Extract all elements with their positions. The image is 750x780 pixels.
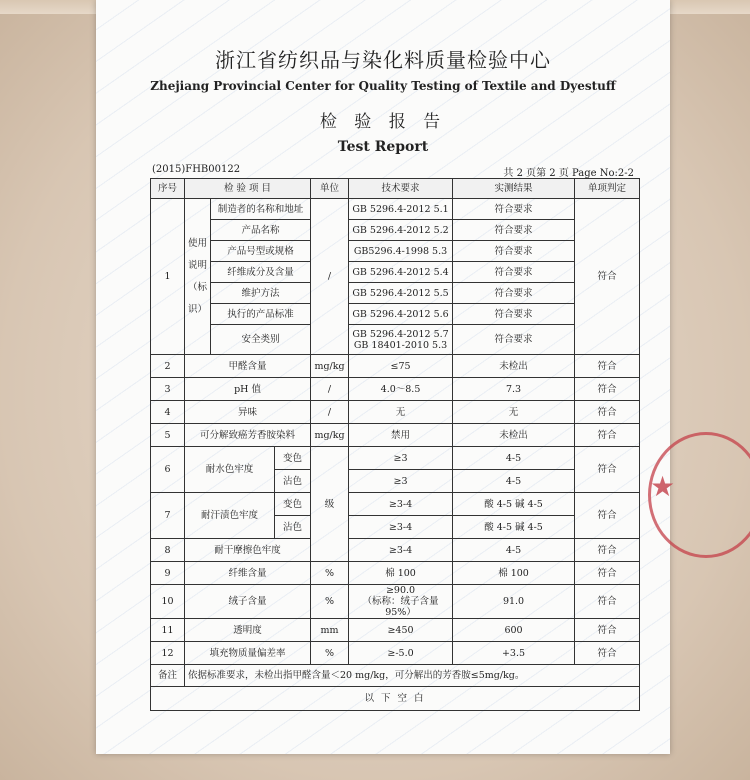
col-header-unit: 单位 — [311, 179, 349, 199]
col-header-item: 检 验 项 目 — [185, 179, 311, 199]
verdict: 符合 — [575, 562, 640, 585]
notes-row — [151, 665, 640, 687]
requirement: GB 5296.4-2012 5.5 — [349, 283, 453, 304]
table-row — [151, 619, 640, 642]
table-row — [151, 424, 640, 447]
requirement: ≥-5.0 — [349, 642, 453, 665]
notes-label: 备注 — [151, 665, 185, 687]
requirement: 棉 100 — [349, 562, 453, 585]
table-row — [151, 539, 640, 562]
row-no: 12 — [151, 642, 185, 665]
unit-cell: mm — [311, 619, 349, 642]
result: 未检出 — [453, 424, 575, 447]
requirement: ≥450 — [349, 619, 453, 642]
page-number: 共 2 页第 2 页 Page No:2-2 — [503, 168, 634, 179]
requirement: GB 5296.4-2012 5.1 — [349, 199, 453, 220]
requirement: GB5296.4-1998 5.3 — [349, 241, 453, 262]
result: 酸 4-5 碱 4-5 — [453, 493, 575, 516]
verdict: 符合 — [575, 642, 640, 665]
row-no: 10 — [151, 585, 185, 619]
unit-cell: / — [311, 401, 349, 424]
report-sheet — [96, 0, 670, 754]
document-number: (2015)FHB00122 — [152, 164, 241, 175]
row-no: 1 — [151, 199, 185, 355]
result: 酸 4-5 碱 4-5 — [453, 516, 575, 539]
result: 未检出 — [453, 355, 575, 378]
unit-cell: / — [311, 378, 349, 401]
sub-item: 变色 — [275, 493, 311, 516]
item-name: 异味 — [185, 401, 311, 424]
col-header-result: 实测结果 — [453, 179, 575, 199]
result: 符合要求 — [453, 325, 575, 355]
item-name: 耐水色牢度 — [185, 447, 275, 493]
verdict: 符合 — [575, 199, 640, 355]
result: 600 — [453, 619, 575, 642]
item-name: 耐汗渍色牢度 — [185, 493, 275, 539]
requirement: GB 5296.4-2012 5.2 — [349, 220, 453, 241]
result: 4-5 — [453, 539, 575, 562]
requirement-line: ≥90.0 — [385, 585, 416, 596]
report-title-en: Test Report — [337, 139, 429, 155]
unit-cell: / — [311, 199, 349, 355]
verdict: 符合 — [575, 585, 640, 619]
requirement: ≥3-4 — [349, 493, 453, 516]
verdict: 符合 — [575, 619, 640, 642]
result: 4-5 — [453, 470, 575, 493]
requirement-line: GB 5296.4-2012 5.7 — [352, 328, 449, 340]
blank-marker: 以 下 空 白 — [151, 687, 640, 711]
result: 7.3 — [453, 378, 575, 401]
unit-cell: mg/kg — [311, 355, 349, 378]
row-no: 4 — [151, 401, 185, 424]
requirement: GB 5296.4-2012 5.4 — [349, 262, 453, 283]
result: 符合要求 — [453, 304, 575, 325]
result: 4-5 — [453, 447, 575, 470]
item-name: 纤维含量 — [185, 562, 311, 585]
item-name: 执行的产品标准 — [211, 304, 311, 325]
row-no: 2 — [151, 355, 185, 378]
requirement: 无 — [349, 401, 453, 424]
table-row — [151, 283, 640, 304]
table-row — [151, 642, 640, 665]
result: +3.5 — [453, 642, 575, 665]
table-row — [151, 378, 640, 401]
requirement: 4.0～8.5 — [349, 378, 453, 401]
row-no: 6 — [151, 447, 185, 493]
table-row — [151, 220, 640, 241]
center-title-en: Zhejiang Provincial Center for Quality Testing of Textile and Dyestuff — [150, 79, 616, 93]
item-name: 甲醛含量 — [185, 355, 311, 378]
result: 棉 100 — [453, 562, 575, 585]
verdict: 符合 — [575, 539, 640, 562]
unit-cell: % — [311, 562, 349, 585]
item-name: 透明度 — [185, 619, 311, 642]
item-name: 维护方法 — [211, 283, 311, 304]
table-row — [151, 562, 640, 585]
table-row — [151, 355, 640, 378]
col-header-verdict: 单项判定 — [575, 179, 640, 199]
requirement: ≥3-4 — [349, 539, 453, 562]
table-row — [151, 585, 640, 619]
item-name: 安全类别 — [211, 325, 311, 355]
table-header-row — [151, 179, 640, 199]
result: 符合要求 — [453, 262, 575, 283]
unit-cell: % — [311, 585, 349, 619]
verdict: 符合 — [575, 447, 640, 493]
verdict: 符合 — [575, 424, 640, 447]
table-row — [151, 262, 640, 283]
verdict: 符合 — [575, 401, 640, 424]
table-row — [151, 325, 640, 355]
result: 91.0 — [453, 585, 575, 619]
table-row — [151, 304, 640, 325]
result: 符合要求 — [453, 283, 575, 304]
requirement-line: GB 18401-2010 5.3 — [353, 339, 448, 351]
row-no: 9 — [151, 562, 185, 585]
row-no: 7 — [151, 493, 185, 539]
requirement: GB 5296.4-2012 5.6 — [349, 304, 453, 325]
requirement — [349, 325, 453, 355]
row-no: 11 — [151, 619, 185, 642]
table-row — [151, 199, 640, 220]
unit-cell: mg/kg — [311, 424, 349, 447]
table-row — [151, 447, 640, 470]
table-row — [151, 241, 640, 262]
unit-cell: % — [311, 642, 349, 665]
row-no: 5 — [151, 424, 185, 447]
requirement: ≤75 — [349, 355, 453, 378]
item-name: 填充物质量偏差率 — [185, 642, 311, 665]
row-no: 3 — [151, 378, 185, 401]
item-name: 纤维成分及含量 — [211, 262, 311, 283]
result: 符合要求 — [453, 220, 575, 241]
col-header-no: 序号 — [151, 179, 185, 199]
item-name: 绒子含量 — [185, 585, 311, 619]
row-no: 8 — [151, 539, 185, 562]
seal-star-icon: ★ — [650, 470, 676, 503]
result: 符合要求 — [453, 199, 575, 220]
test-results-table — [150, 178, 640, 711]
requirement — [349, 585, 453, 619]
requirement: ≥3-4 — [349, 516, 453, 539]
item-name: 产品号型或规格 — [211, 241, 311, 262]
sub-item: 变色 — [275, 447, 311, 470]
sub-item: 沾色 — [275, 470, 311, 493]
item-name: pH 值 — [185, 378, 311, 401]
sub-item: 沾色 — [275, 516, 311, 539]
table-row — [151, 401, 640, 424]
table-row — [151, 493, 640, 516]
center-title-cn: 浙江省纺织品与染化料质量检验中心 — [215, 48, 551, 72]
verdict: 符合 — [575, 378, 640, 401]
verdict: 符合 — [575, 493, 640, 539]
item-name: 产品名称 — [211, 220, 311, 241]
notes-text: 依据标准要求，未检出指甲醛含量＜20 mg/kg，可分解出的芳香胺≤5mg/kg。 — [185, 665, 640, 687]
report-title-cn: 检 验 报 告 — [319, 112, 447, 132]
result: 符合要求 — [453, 241, 575, 262]
requirement: 禁用 — [349, 424, 453, 447]
item-name: 制造者的名称和地址 — [211, 199, 311, 220]
requirement-line: （标称：绒子含量 95%） — [362, 596, 439, 618]
requirement: ≥3 — [349, 470, 453, 493]
result: 无 — [453, 401, 575, 424]
item-name: 耐干摩擦色牢度 — [185, 539, 311, 562]
verdict: 符合 — [575, 355, 640, 378]
label-category: 使用说明（标识） — [185, 199, 211, 355]
item-name: 可分解致癌芳香胺染料 — [185, 424, 311, 447]
unit-cell: 级 — [311, 447, 349, 562]
requirement: ≥3 — [349, 447, 453, 470]
col-header-requirement: 技术要求 — [349, 179, 453, 199]
blank-row — [151, 687, 640, 711]
